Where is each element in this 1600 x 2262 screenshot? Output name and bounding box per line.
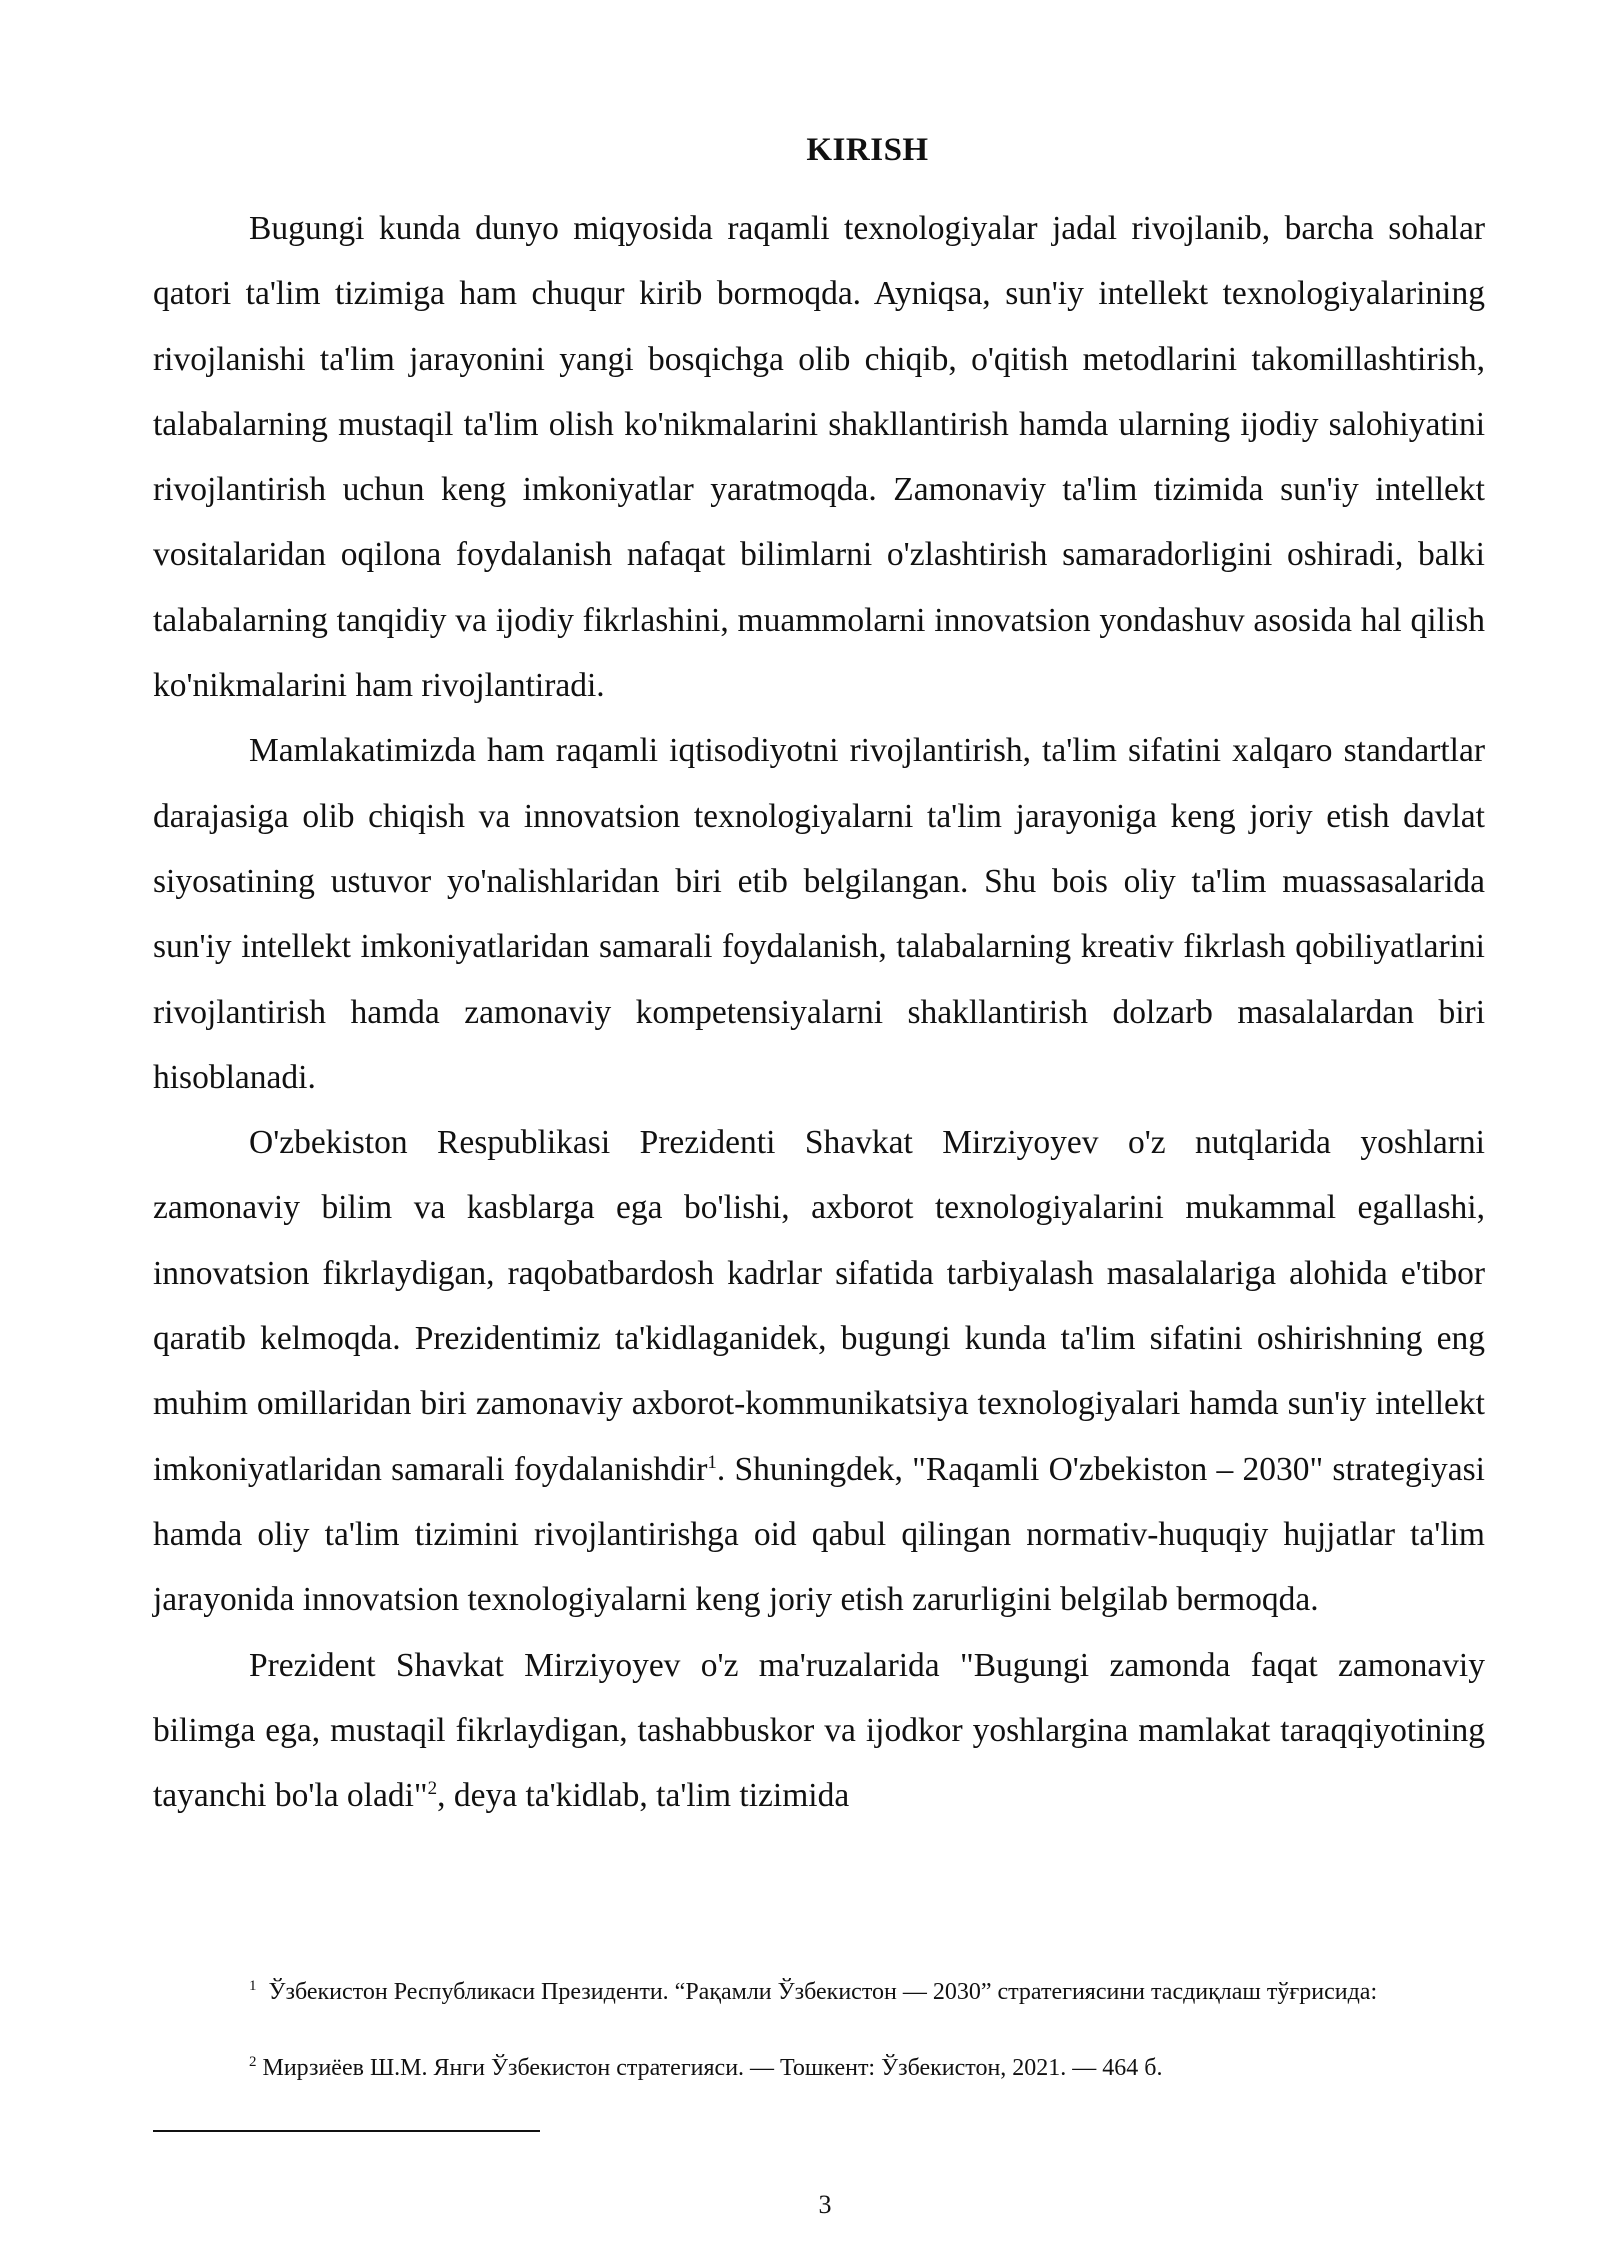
paragraph-4-text-before-note: Prezident Shavkat Mirziyoyev o'z ma'ruzalarida "Bugungi zamonda faqat zamonaviy bilimga ega, mustaqil fikrlaydigan, tashabbuskor va ijodkor yoshlargina mamlakat taraqqiyotining tayanchi bo'la oladi"	[153, 1646, 1485, 1815]
page-number: 3	[818, 2190, 832, 2219]
paragraph-2: Mamlakatimizda ham raqamli iqtisodiyotni rivojlantirish, ta'lim sifatini xalqaro standartlar darajasiga olib chiqish va innovatsion texnologiyalarni ta'lim jarayoniga keng joriy etish davlat siyosatining ustuvor yo'nalishlaridan biri etib belgilangan. Shu bois oliy ta'lim muassasalarida sun'iy intellekt imkoniyatlaridan samarali foydalanish, talabalarning kreativ fikrlash qobiliyatlarini rivojlantirish hamda zamonaviy kompetensiyalarni shakllantirish dolzarb masalalardan biri hisoblanadi.	[153, 732, 1485, 1096]
paragraph-4-text-after-note: , deya ta'kidlab, ta'lim tizimida	[437, 1777, 850, 1815]
footnote-reference-2[interactable]: 2	[427, 1777, 438, 1799]
footnote-2-text: Мирзиёев Ш.М. Янги Ўзбекистон стратегияси. — Тошкент: Ўзбекистон, 2021. — 464 б.	[262, 2055, 1163, 2081]
footnote-1-mark: 1	[249, 1978, 257, 1994]
footnote-2-mark: 2	[249, 2054, 257, 2070]
body-text	[153, 196, 1485, 1828]
paragraph-4	[153, 1633, 1485, 1829]
footnote-1	[153, 1978, 1485, 2006]
footnote-2	[153, 2054, 1485, 2082]
paragraph-3-text-after-note: . Shuningdek, "Raqamli O'zbekiston – 2030" strategiyasi hamda oliy ta'lim tizimini rivojlantirishga oid qabul qilingan normativ-huquqiy hujjatlar ta'lim jarayonida innovatsion texnologiyalarni keng joriy etish zarurligini belgilab bermoqda.	[153, 1450, 1485, 1619]
paragraph-3	[153, 1110, 1485, 1632]
paragraph-1: Bugungi kunda dunyo miqyosida raqamli texnologiyalar jadal rivojlanib, barcha sohalar qatori ta'lim tizimiga ham chuqur kirib bormoqda. Ayniqsa, sun'iy intellekt texnologiyalarining rivojlanishi ta'lim jarayonini yangi bosqichga olib chiqib, o'qitish metodlarini takomillashtirish, talabalarning mustaqil ta'lim olish ko'nikmalarini shakllantirish hamda ularning ijodiy salohiyatini rivojlantirish uchun keng imkoniyatlar yaratmoqda. Zamonaviy ta'lim tizimida sun'iy intellekt vositalaridan oqilona foydalanish nafaqat bilimlarni o'zlashtirish samaradorligini oshiradi, balki talabalarning tanqidiy va ijodiy fikrlashini, muammolarni innovatsion yondashuv asosida hal qilish ko'nikmalarini ham rivojlantiradi.	[153, 210, 1485, 705]
footnote-separator	[153, 2130, 540, 2132]
paragraph-3-text-before-note: O'zbekiston Respublikasi Prezidenti Shavkat Mirziyoyev o'z nutqlarida yoshlarni zamonaviy bilim va kasblarga ega bo'lishi, axborot texnologiyalarini mukammal egallashi, innovatsion fikrlaydigan, raqobatbardosh kadrlar sifatida tarbiyalash masalalariga alohida e'tibor qaratib kelmoqda. Prezidentimiz ta'kidlaganidek, bugungi kunda ta'lim sifatini oshirishning eng muhim omillaridan biri zamonaviy axborot-kommunikatsiya texnologiyalari hamda sun'iy intellekt imkoniyatlaridan samarali foydalanishdir	[153, 1124, 1485, 1488]
section-heading: KIRISH	[806, 132, 929, 168]
footnote-1-text: Ўзбекистон Республикаси Президенти. “Рақамли Ўзбекистон — 2030” стратегиясини тасдиқлаш тўғрисида:	[268, 1979, 1378, 2005]
footnote-reference-1[interactable]: 1	[707, 1451, 717, 1473]
footnotes	[153, 1978, 1485, 2082]
